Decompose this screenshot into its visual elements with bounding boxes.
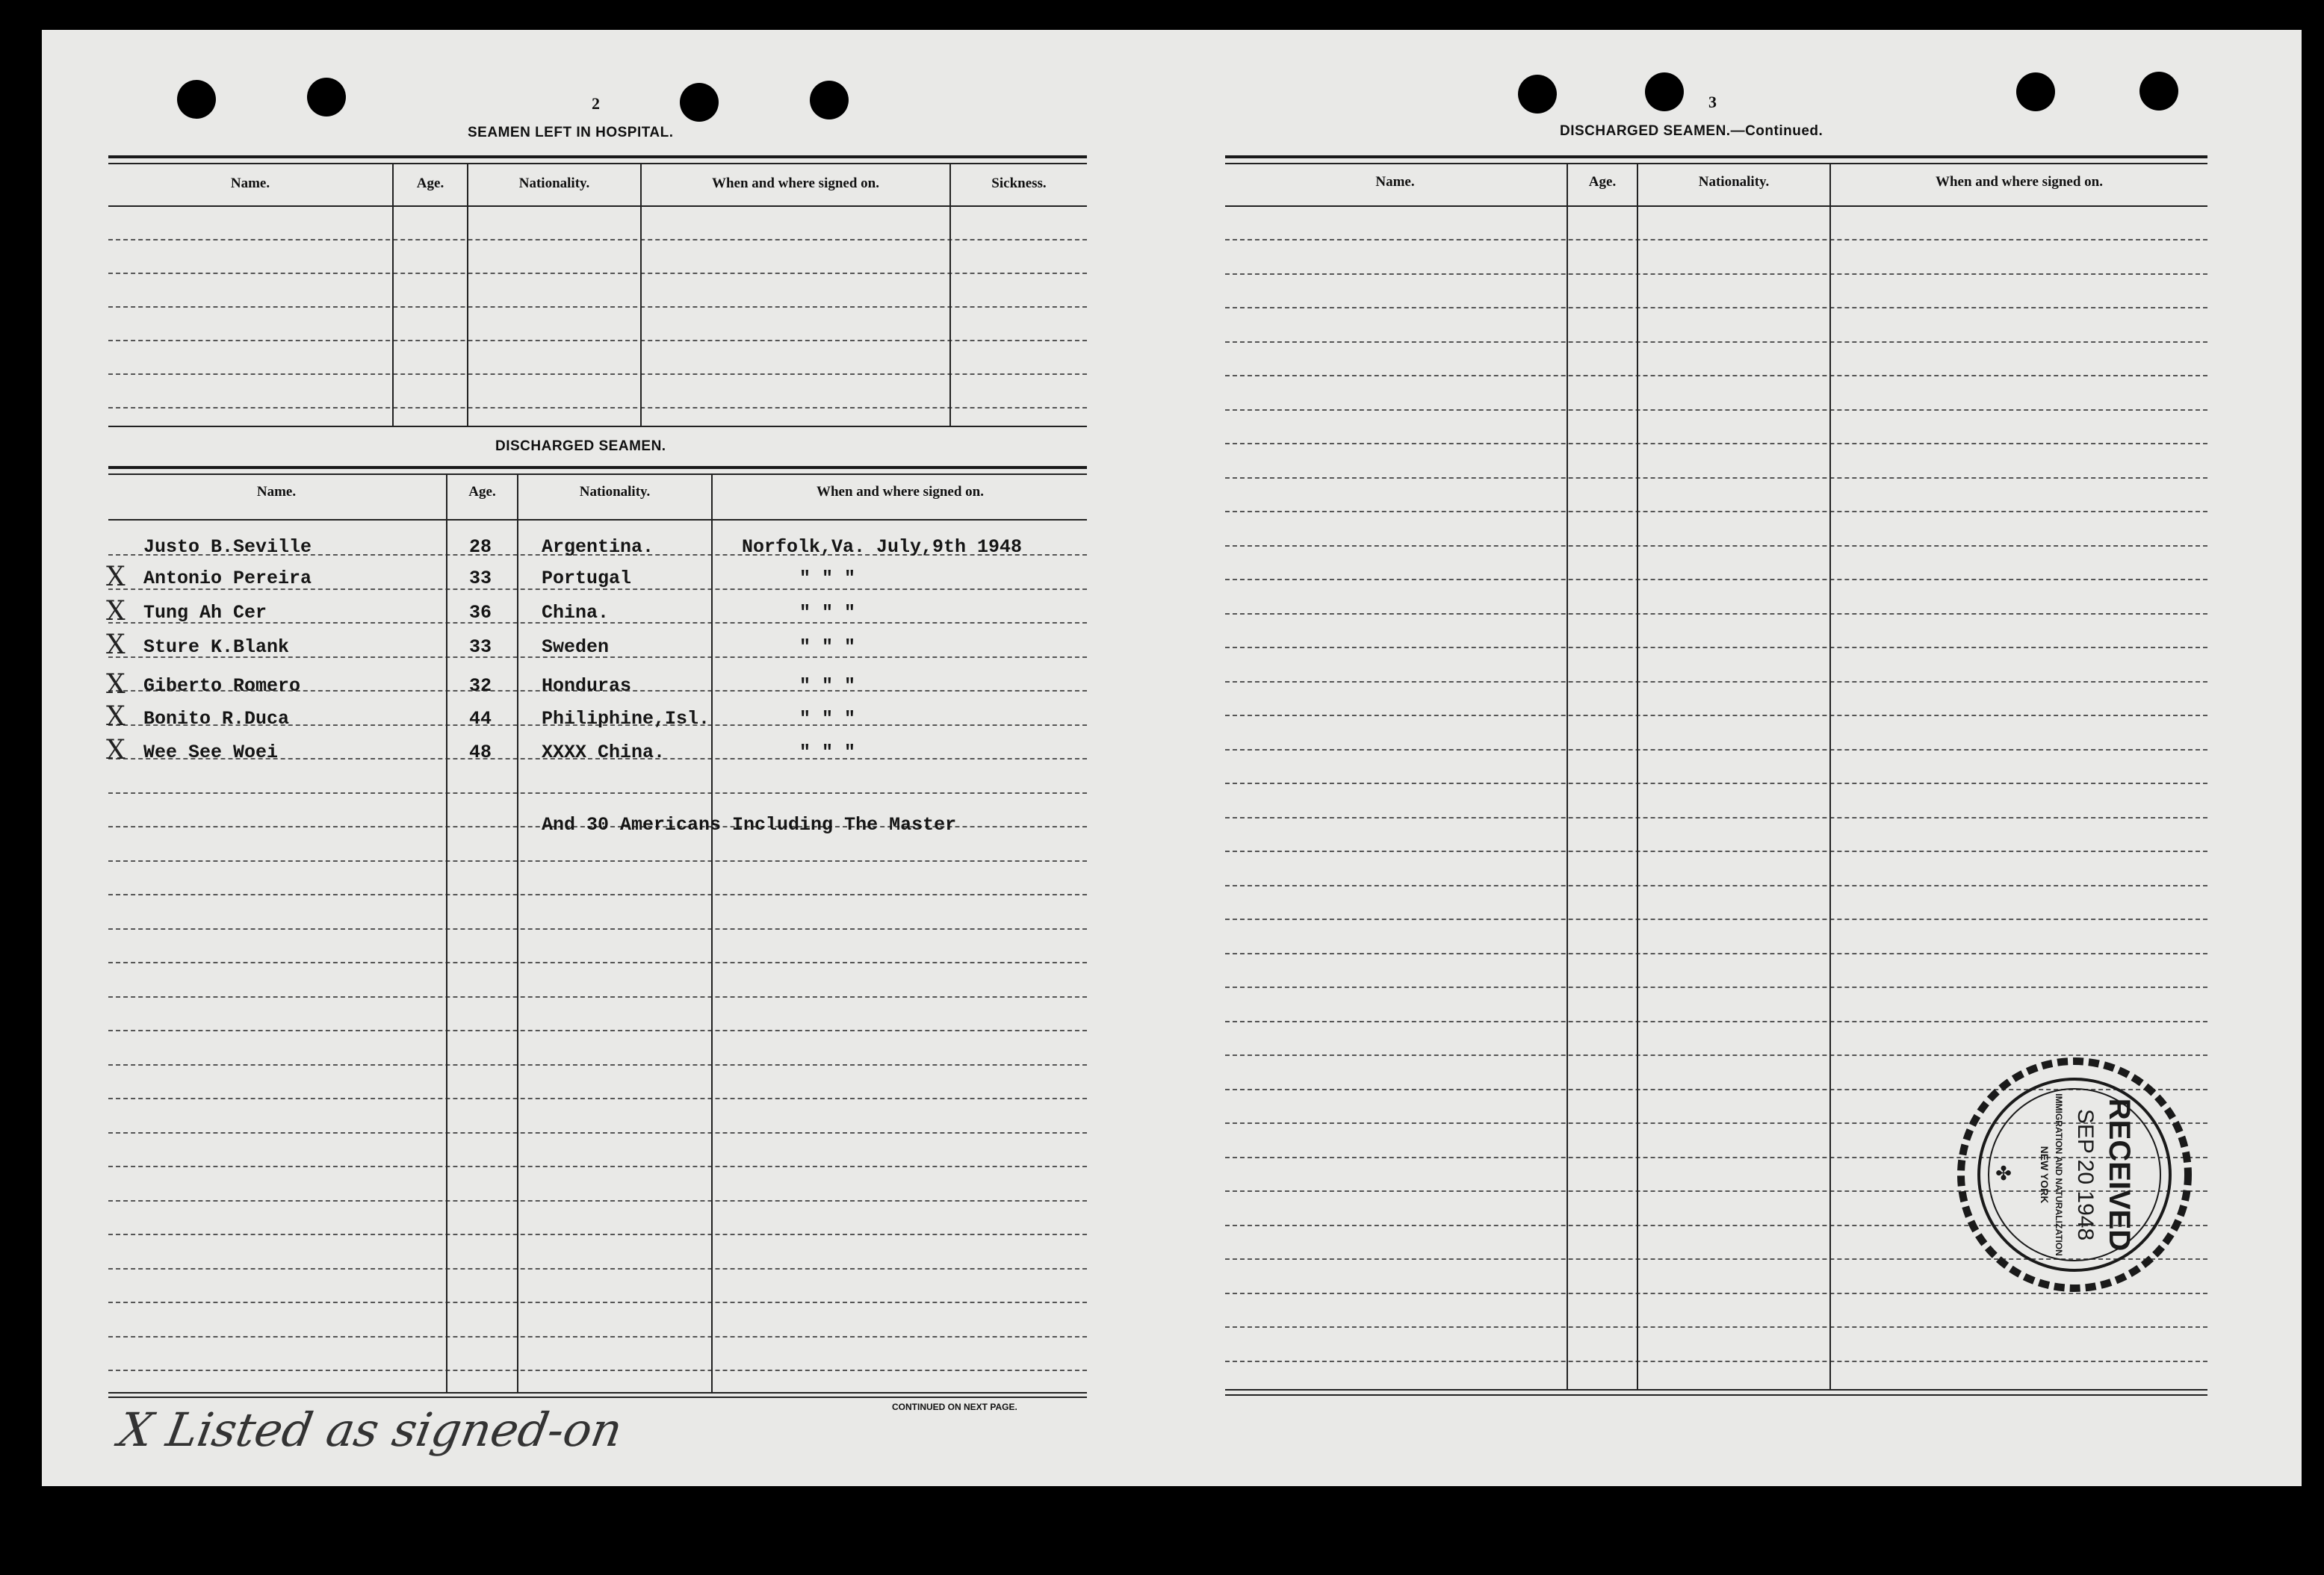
seaman-age: 32 [469,675,492,697]
right-header-signed-on: When and where signed on. [1935,174,2103,190]
right-header-name: Name. [1375,174,1415,190]
seaman-name: Justo B.Seville [143,536,312,558]
hospital-header-nationality: Nationality. [518,175,590,191]
seaman-age: 28 [469,536,492,558]
discharged-header-age: Age. [468,484,496,500]
seaman-name: Sture K.Blank [143,636,290,658]
hospital-header-age: Age. [416,175,444,191]
hospital-header-sickness: Sickness. [991,175,1047,191]
discharged-header-name: Name. [256,484,297,500]
dotted-line [108,962,1087,963]
dotted-line [1225,273,2207,275]
seaman-nationality: Portugal [542,568,632,589]
dotted-line [108,1268,1087,1270]
seaman-name: Antonio Pereira [143,568,312,589]
dotted-line [108,1370,1087,1371]
rule [108,155,1087,158]
dotted-line [1225,239,2207,240]
dotted-line [1225,1361,2207,1362]
page-number-left: 2 [592,94,600,113]
dotted-line [108,928,1087,930]
seaman-nationality: Honduras [542,675,632,697]
seaman-nationality: China. [542,602,610,624]
seaman-age: 33 [469,568,492,589]
punch-hole [1518,75,1557,114]
column-rule [392,163,394,426]
dotted-line [108,1030,1087,1031]
seaman-age: 36 [469,602,492,624]
rule [108,163,1087,164]
seaman-nationality: Sweden [542,636,610,658]
dotted-line [108,860,1087,862]
dotted-line [1225,409,2207,411]
seaman-name: Tung Ah Cer [143,602,267,624]
column-rule [517,473,518,1392]
hospital-header-name: Name. [230,175,270,191]
dotted-line [108,1200,1087,1202]
column-rule [949,163,951,426]
dotted-line [1225,545,2207,547]
dotted-line [1225,749,2207,751]
right-section-title: DISCHARGED SEAMEN.—Continued. [1560,123,1823,139]
stamp-received-text: RECEIVED [2103,1098,2136,1252]
dotted-line [1225,885,2207,886]
handwritten-note: X Listed as signed-on [114,1402,627,1457]
rule [1225,1389,2207,1391]
punch-hole [307,78,346,117]
rule [108,426,1087,427]
dotted-line [108,792,1087,794]
listed-mark: X [106,562,126,592]
rule [108,519,1087,521]
stamp-date-text: SEP 20 1948 [2073,1108,2098,1241]
dotted-line [1225,613,2207,615]
punch-hole [177,80,216,119]
seaman-age: 44 [469,708,492,730]
dotted-line [108,1302,1087,1303]
dotted-line [1225,681,2207,683]
rule [108,466,1087,469]
dotted-line [108,996,1087,998]
dotted-line [108,1098,1087,1099]
hospital-header-signed-on: When and where signed on. [711,175,879,191]
dotted-line [1225,1021,2207,1022]
column-rule [467,163,468,426]
stamp-emblem-icon: ✤ [1995,1163,2012,1185]
seaman-age: 48 [469,742,492,763]
rule [1225,163,2207,164]
listed-mark: X [106,669,126,700]
listed-mark: X [106,630,126,660]
dotted-line [108,1064,1087,1066]
rule [108,205,1087,207]
listed-mark: X [106,596,126,627]
dotted-line [108,1132,1087,1134]
rule [108,1392,1087,1394]
stamp-city-text: NEW YORK [2039,1146,2051,1204]
rule [1225,1394,2207,1396]
column-rule [1567,163,1568,1389]
seaman-name: Wee See Woei [143,742,279,763]
seaman-signed-on: Norfolk,Va. July,9th 1948 [742,536,1023,558]
dotted-line [108,340,1087,341]
dotted-line [1225,647,2207,648]
dotted-line [1225,1326,2207,1328]
punch-hole [2139,72,2178,111]
stamp-agency-text: IMMIGRATION AND NATURALIZATION [2054,1093,2064,1256]
seaman-age: 33 [469,636,492,658]
listed-mark: X [106,735,126,765]
dotted-line [1225,851,2207,852]
dotted-line [1225,511,2207,512]
dotted-line [108,1336,1087,1338]
rule [1225,205,2207,207]
seaman-nationality: XXXX China. [542,742,666,763]
dotted-line [1225,307,2207,308]
rule [108,473,1087,475]
dotted-line [108,373,1087,375]
discharged-header-signed-on: When and where signed on. [816,484,984,500]
punch-hole [810,81,849,119]
rule [1225,155,2207,158]
dotted-line [108,273,1087,274]
column-rule [1829,163,1831,1389]
dotted-line [108,1166,1087,1167]
dotted-line [108,306,1087,308]
seaman-name: Bonito R.Duca [143,708,290,730]
column-rule [446,473,447,1392]
seaman-nationality: Philiphine,Isl. [542,708,710,730]
seaman-signed-on: " " " [799,708,856,730]
dotted-line [1225,953,2207,954]
dotted-line [1225,919,2207,920]
dotted-line [1225,477,2207,479]
continued-note: CONTINUED ON NEXT PAGE. [892,1402,1017,1412]
page-number-right: 3 [1708,93,1717,111]
dotted-line [1225,341,2207,343]
dotted-line [108,1234,1087,1235]
column-rule [640,163,642,426]
punch-hole [2016,72,2055,111]
discharged-header-nationality: Nationality. [579,484,651,500]
listed-mark: X [106,701,126,732]
americans-note: And 30 Americans Including The Master [542,814,957,836]
rule [108,1397,1087,1398]
punch-hole [680,83,719,122]
dotted-line [1225,375,2207,376]
seaman-signed-on: " " " [799,636,856,658]
hospital-section-title: SEAMEN LEFT IN HOSPITAL. [468,125,674,140]
dotted-line [1225,443,2207,444]
right-header-age: Age. [1588,174,1617,190]
seaman-nationality: Argentina. [542,536,654,558]
discharged-section-title: DISCHARGED SEAMEN. [495,438,666,454]
seaman-name: Giberto Romero [143,675,301,697]
seaman-signed-on: " " " [799,675,856,697]
dotted-line [108,894,1087,895]
dotted-line [108,239,1087,240]
dotted-line [1225,579,2207,580]
dotted-line [1225,715,2207,716]
column-rule [1637,163,1638,1389]
right-header-nationality: Nationality. [1698,174,1770,190]
seaman-signed-on: " " " [799,568,856,589]
seaman-signed-on: " " " [799,602,856,624]
received-stamp [1951,1051,2198,1298]
dotted-line [1225,783,2207,784]
seaman-signed-on: " " " [799,742,856,763]
dotted-line [108,407,1087,408]
column-rule [711,473,713,1392]
dotted-line [1225,987,2207,988]
punch-hole [1645,72,1684,111]
dotted-line [1225,817,2207,818]
